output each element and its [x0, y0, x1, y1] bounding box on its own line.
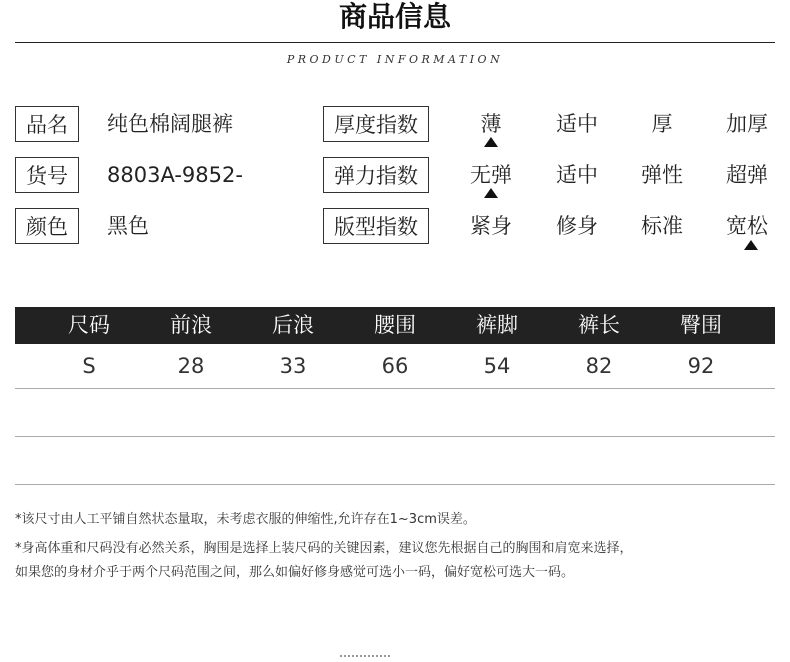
name-label: 品名 — [15, 106, 79, 142]
thickness-option-thick: 厚 — [651, 112, 673, 136]
note-measurement: *该尺寸由人工平铺自然状态量取，未考虑衣服的伸缩性,允许存在1~3cm误差。 — [15, 512, 476, 527]
size-table-header-cell: 臀围 — [680, 313, 722, 337]
page-subtitle: PRODUCT INFORMATION — [286, 53, 504, 66]
size-table-cell: 66 — [381, 354, 409, 378]
elasticity-option-super: 超弹 — [726, 163, 768, 187]
name-value: 纯色棉阔腿裤 — [107, 112, 233, 136]
note-size-advice: *身高体重和尺码没有必然关系，胸围是选择上装尺码的关键因素，建议您先根据自己的胸围和肩宽来选择， — [15, 541, 633, 556]
size-table-cell: 33 — [279, 354, 307, 378]
elasticity-option-medium: 适中 — [556, 163, 598, 187]
color-value: 黑色 — [107, 214, 149, 238]
thickness-index-label: 厚度指数 — [323, 106, 429, 142]
note-size-advice-continued: 如果您的身材介乎于两个尺码范围之间，那么如偏好修身感觉可选小一码，偏好宽松可选大一码。 — [15, 565, 575, 580]
color-label: 颜色 — [15, 208, 79, 244]
elasticity-selected-marker-icon — [484, 188, 498, 198]
code-value: 8803A-9852- — [107, 163, 243, 187]
fit-option-regular: 标准 — [641, 214, 683, 238]
size-table-cell: 54 — [483, 354, 511, 378]
next-section-peek — [340, 655, 390, 662]
thickness-option-thin: 薄 — [480, 112, 502, 136]
size-table-header-cell: 前浪 — [170, 313, 212, 337]
title-divider — [15, 42, 775, 43]
size-table-header-cell: 裤长 — [578, 313, 620, 337]
size-table-cell: 82 — [585, 354, 613, 378]
size-table-header-cell: 后浪 — [272, 313, 314, 337]
elasticity-option-elastic: 弹性 — [641, 163, 683, 187]
thickness-option-medium: 适中 — [556, 112, 598, 136]
fit-option-slim: 修身 — [556, 214, 598, 238]
size-table-header-cell: 裤脚 — [476, 313, 518, 337]
fit-option-loose: 宽松 — [726, 214, 768, 238]
size-table-cell: 92 — [687, 354, 715, 378]
elasticity-index-label: 弹力指数 — [323, 157, 429, 193]
table-row-divider — [15, 484, 775, 485]
size-table-cell: 28 — [177, 354, 205, 378]
code-label: 货号 — [15, 157, 79, 193]
thickness-selected-marker-icon — [484, 137, 498, 147]
size-table-cell: S — [82, 354, 96, 378]
page-title: 商品信息 — [338, 0, 451, 33]
table-row-divider — [15, 436, 775, 437]
size-table-header-cell: 尺码 — [68, 313, 110, 337]
fit-selected-marker-icon — [744, 240, 758, 250]
elasticity-option-none: 无弹 — [470, 163, 512, 187]
fit-option-tight: 紧身 — [470, 214, 512, 238]
thickness-option-extra-thick: 加厚 — [726, 112, 768, 136]
fit-index-label: 版型指数 — [323, 208, 429, 244]
table-row-divider — [15, 388, 775, 389]
size-table-header-cell: 腰围 — [374, 313, 416, 337]
